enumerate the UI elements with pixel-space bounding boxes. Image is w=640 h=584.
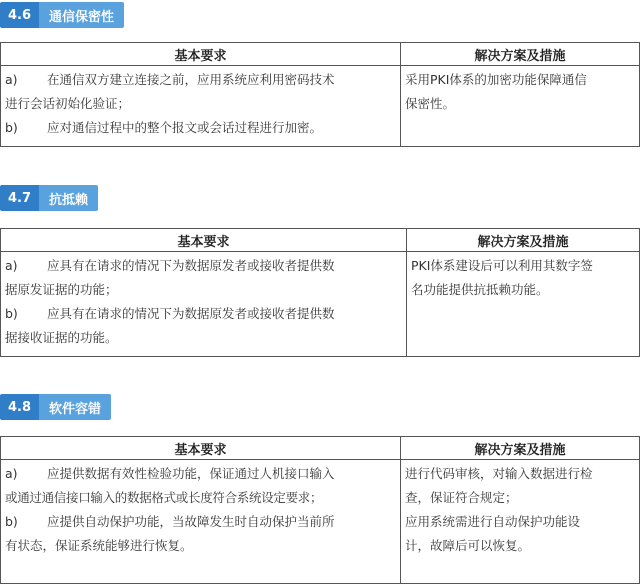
table-header-row: [1, 229, 640, 252]
requirement-text: 或通过通信接口输入的数据格式或长度符合系统设定要求；: [5, 490, 323, 505]
solutions-cell: [407, 252, 640, 357]
requirement-line: [5, 510, 396, 534]
section-number: 4.6: [0, 2, 39, 28]
solution-line: 应用系统需进行自动保护功能设: [405, 514, 581, 529]
requirement-text: 应提供数据有效性检验功能，保证通过人机接口输入: [47, 466, 335, 481]
item-marker: a): [5, 466, 18, 481]
section-number: 4.7: [0, 185, 39, 211]
section-heading: [0, 185, 98, 211]
solution-line: 保密性。: [405, 96, 456, 111]
solution-line: 进行代码审核，对输入数据进行检: [405, 466, 593, 481]
solution-line: 查，保证符合规定；: [405, 490, 518, 505]
requirement-line: [5, 462, 396, 486]
requirement-text: 应具有在请求的情况下为数据原发者或接收者提供数: [47, 258, 335, 273]
section-heading: [0, 2, 124, 28]
requirements-table: [0, 42, 640, 147]
item-marker: b): [5, 120, 18, 135]
requirement-text: 据原发证据的功能；: [5, 282, 118, 297]
item-marker: a): [5, 72, 18, 87]
requirement-text: 在通信双方建立连接之前，应用系统应利用密码技术: [47, 72, 335, 87]
requirement-line: [5, 116, 396, 140]
requirements-cell: [1, 460, 401, 584]
requirement-text: 据接收证据的功能。: [5, 330, 118, 345]
table-row: [1, 460, 640, 584]
header-solutions: 解决方案及措施: [401, 43, 640, 66]
requirement-text: 应对通信过程中的整个报文或会话过程进行加密。: [47, 120, 323, 135]
table-header-row: [1, 437, 640, 460]
requirement-line: [5, 486, 396, 510]
item-marker: b): [5, 514, 18, 529]
header-solutions: 解决方案及措施: [407, 229, 640, 252]
requirements-cell: [1, 252, 407, 357]
solution-line: PKI体系建设后可以利用其数字签: [411, 258, 593, 273]
section-title: 通信保密性: [39, 2, 124, 28]
requirement-line: [5, 68, 396, 92]
requirements-cell: [1, 66, 401, 147]
requirement-line: [5, 92, 396, 116]
header-basic-requirements: 基本要求: [1, 43, 401, 66]
requirements-table: [0, 228, 640, 357]
requirement-line: [5, 326, 402, 350]
table-row: [1, 66, 640, 147]
requirement-line: [5, 534, 396, 558]
solutions-cell: [401, 460, 640, 584]
header-solutions: 解决方案及措施: [401, 437, 640, 460]
item-marker: a): [5, 258, 18, 273]
requirement-text: 应具有在请求的情况下为数据原发者或接收者提供数: [47, 306, 335, 321]
requirements-table: [0, 436, 640, 584]
requirement-line: [5, 254, 402, 278]
requirement-text: 进行会话初始化验证；: [5, 96, 131, 111]
header-basic-requirements: 基本要求: [1, 229, 407, 252]
requirement-line: [5, 278, 402, 302]
requirement-text: 有状态，保证系统能够进行恢复。: [5, 538, 193, 553]
section-heading: [0, 394, 111, 420]
solution-line: 采用PKI体系的加密功能保障通信: [405, 72, 587, 87]
table-row: [1, 252, 640, 357]
requirement-text: 应提供自动保护功能，当故障发生时自动保护当前所: [47, 514, 335, 529]
table-header-row: [1, 43, 640, 66]
section-title: 抗抵赖: [39, 185, 98, 211]
section-number: 4.8: [0, 394, 39, 420]
solutions-cell: [401, 66, 640, 147]
item-marker: b): [5, 306, 18, 321]
requirement-line: [5, 302, 402, 326]
section-title: 软件容错: [39, 394, 111, 420]
solution-line: 计，故障后可以恢复。: [405, 538, 531, 553]
header-basic-requirements: 基本要求: [1, 437, 401, 460]
solution-line: 名功能提供抗抵赖功能。: [411, 282, 549, 297]
